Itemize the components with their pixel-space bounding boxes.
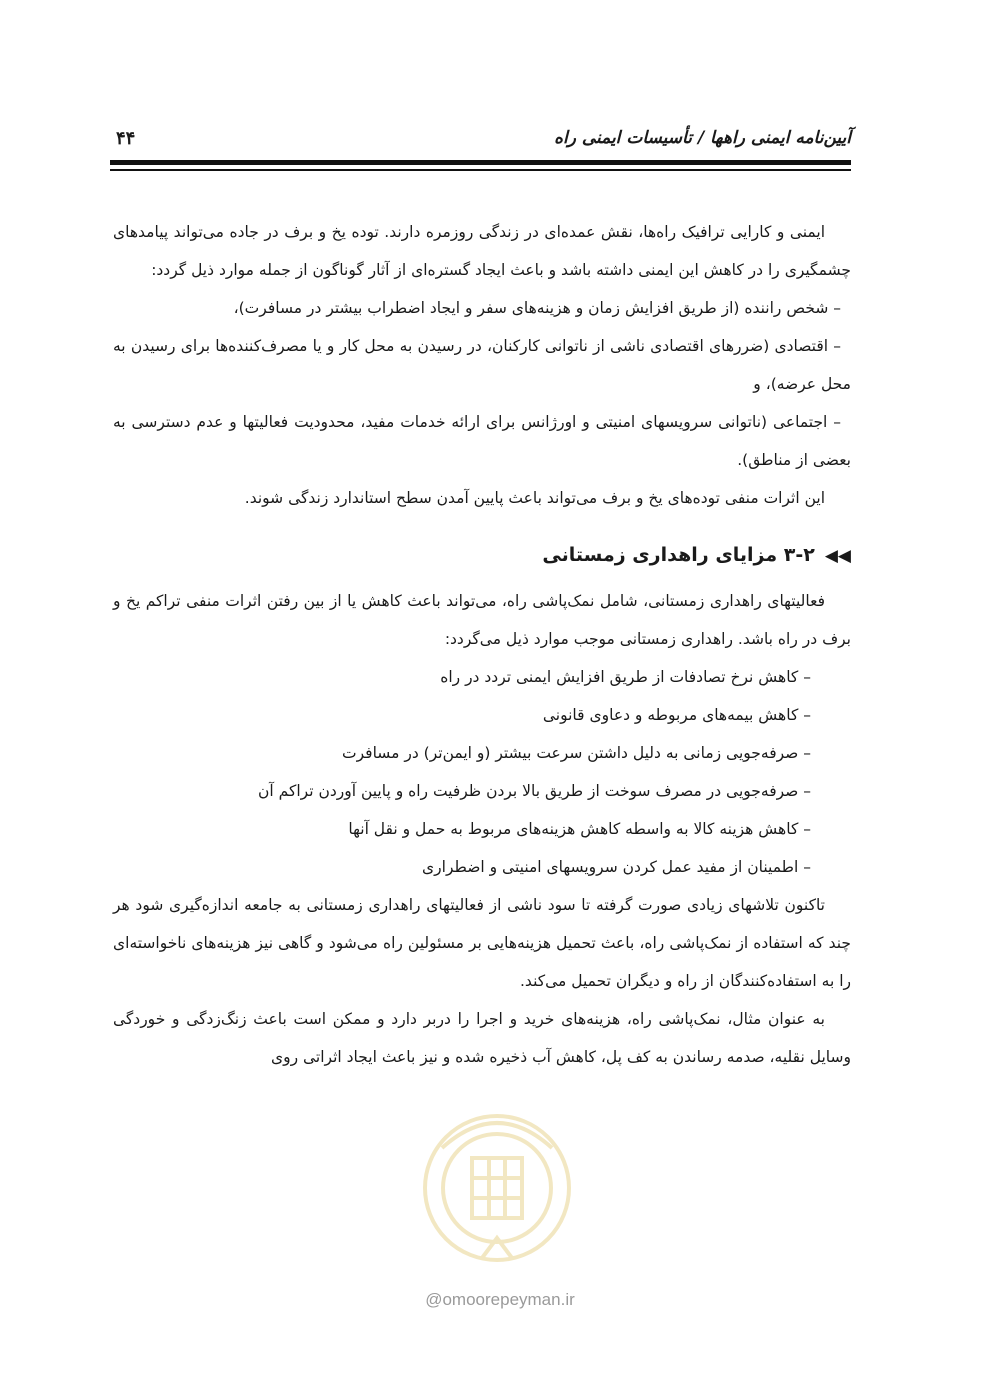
running-header (116, 124, 851, 152)
benefit-item: – کاهش بیمه‌های مربوطه و دعاوی قانونی (542, 706, 811, 724)
benefit-item: – اطمینان از مفید عمل کردن سرویسهای امنیتی و اضطراری (422, 858, 811, 876)
intro-paragraph: ایمنی و کارایی ترافیک راه‌ها، نقش عمده‌ای در زندگی روزمره دارند. توده یخ و برف در جاده می‌تواند پیامدهای چشمگیری را در کاهش این ایمنی داشته باشد و باعث ایجاد گستره‌ای از آثار گوناگون از جمله موارد ذیل گردد: (113, 223, 851, 279)
benefit-item: – کاهش هزینه کالا به واسطه کاهش هزینه‌های مربوط به حمل و نقل آنها (348, 820, 811, 838)
benefit-item: – صرفه‌جویی زمانی به دلیل داشتن سرعت بیشتر (و ایمن‌تر) در مسافرت (342, 744, 811, 762)
benefit-item: – صرفه‌جویی در مصرف سوخت از طریق بالا بردن ظرفیت راه و پایین آوردن تراکم آن (258, 782, 811, 800)
example-paragraph: به عنوان مثال، نمک‌پاشی راه، هزینه‌های خرید و اجرا را دربر دارد و ممکن است باعث زنگ‌زدگی و خوردگی وسایل نقلیه، صدمه رساندن به کف پل، کاهش آب ذخیره شده و نیز باعث ایجاد اثراتی روی (113, 1010, 851, 1066)
section-intro-paragraph: فعالیتهای راهداری زمستانی، شامل نمک‌پاشی راه، می‌تواند باعث کاهش یا از بین رفتن اثرات منفی تراکم یخ و برف در راه باشد. راهداری زمستانی موجب موارد ذیل می‌گردد: (113, 592, 851, 648)
header-rule-thin (110, 169, 851, 171)
effect-item-social: – اجتماعی (ناتوانی سرویسهای امنیتی و اورژانس برای ارائه خدمات مفید، محدودیت فعالیتها و عدم دسترسی به بعضی از مناطق). (113, 413, 851, 469)
efforts-paragraph: تاکنون تلاشهای زیادی صورت گرفته تا سود ناشی از فعالیتهای راهداری زمستانی به جامعه اندازه‌گیری شود هر چند که استفاده از نمک‌پاشی راه، باعث تحمیل هزینه‌هایی بر مسئولین راه می‌شود و گاهی نیز هزینه‌های ناخواسته‌ای را به استفاده‌کنندگان از راه و دیگران تحمیل می‌کند. (113, 896, 851, 990)
section-marker-icon: ◀◀ (824, 546, 851, 566)
summary-paragraph: این اثرات منفی توده‌های یخ و برف می‌تواند باعث پایین آمدن سطح استاندارد زندگی شوند. (244, 489, 825, 507)
benefit-item: – کاهش نرخ تصادفات از طریق افزایش ایمنی تردد در راه (440, 668, 811, 686)
section-title: ۳-۲ مزایای راهداری زمستانی (542, 544, 815, 566)
section-heading (113, 535, 851, 576)
page-body (113, 213, 851, 1076)
watermark-url: @omoorepeyman.ir (425, 1290, 575, 1309)
effect-item-driver: – شخص راننده (از طریق افزایش زمان و هزینه‌های سفر و ایجاد اضطراب بیشتر در مسافرت)، (233, 299, 841, 317)
effect-item-economic: – اقتصادی (ضررهای اقتصادی ناشی از ناتوانی کارکنان، در رسیدن به محل کار و یا مصرف‌کننده‌ها برای رسیدن به محل عرضه)، و (113, 337, 851, 393)
page-number: ۴۴ (116, 128, 136, 149)
header-rule-thick (110, 160, 851, 165)
header-title: آیین‌نامه ایمنی راهها / تأسیسات ایمنی راه (554, 128, 851, 148)
watermark-logo-icon (412, 1088, 582, 1288)
